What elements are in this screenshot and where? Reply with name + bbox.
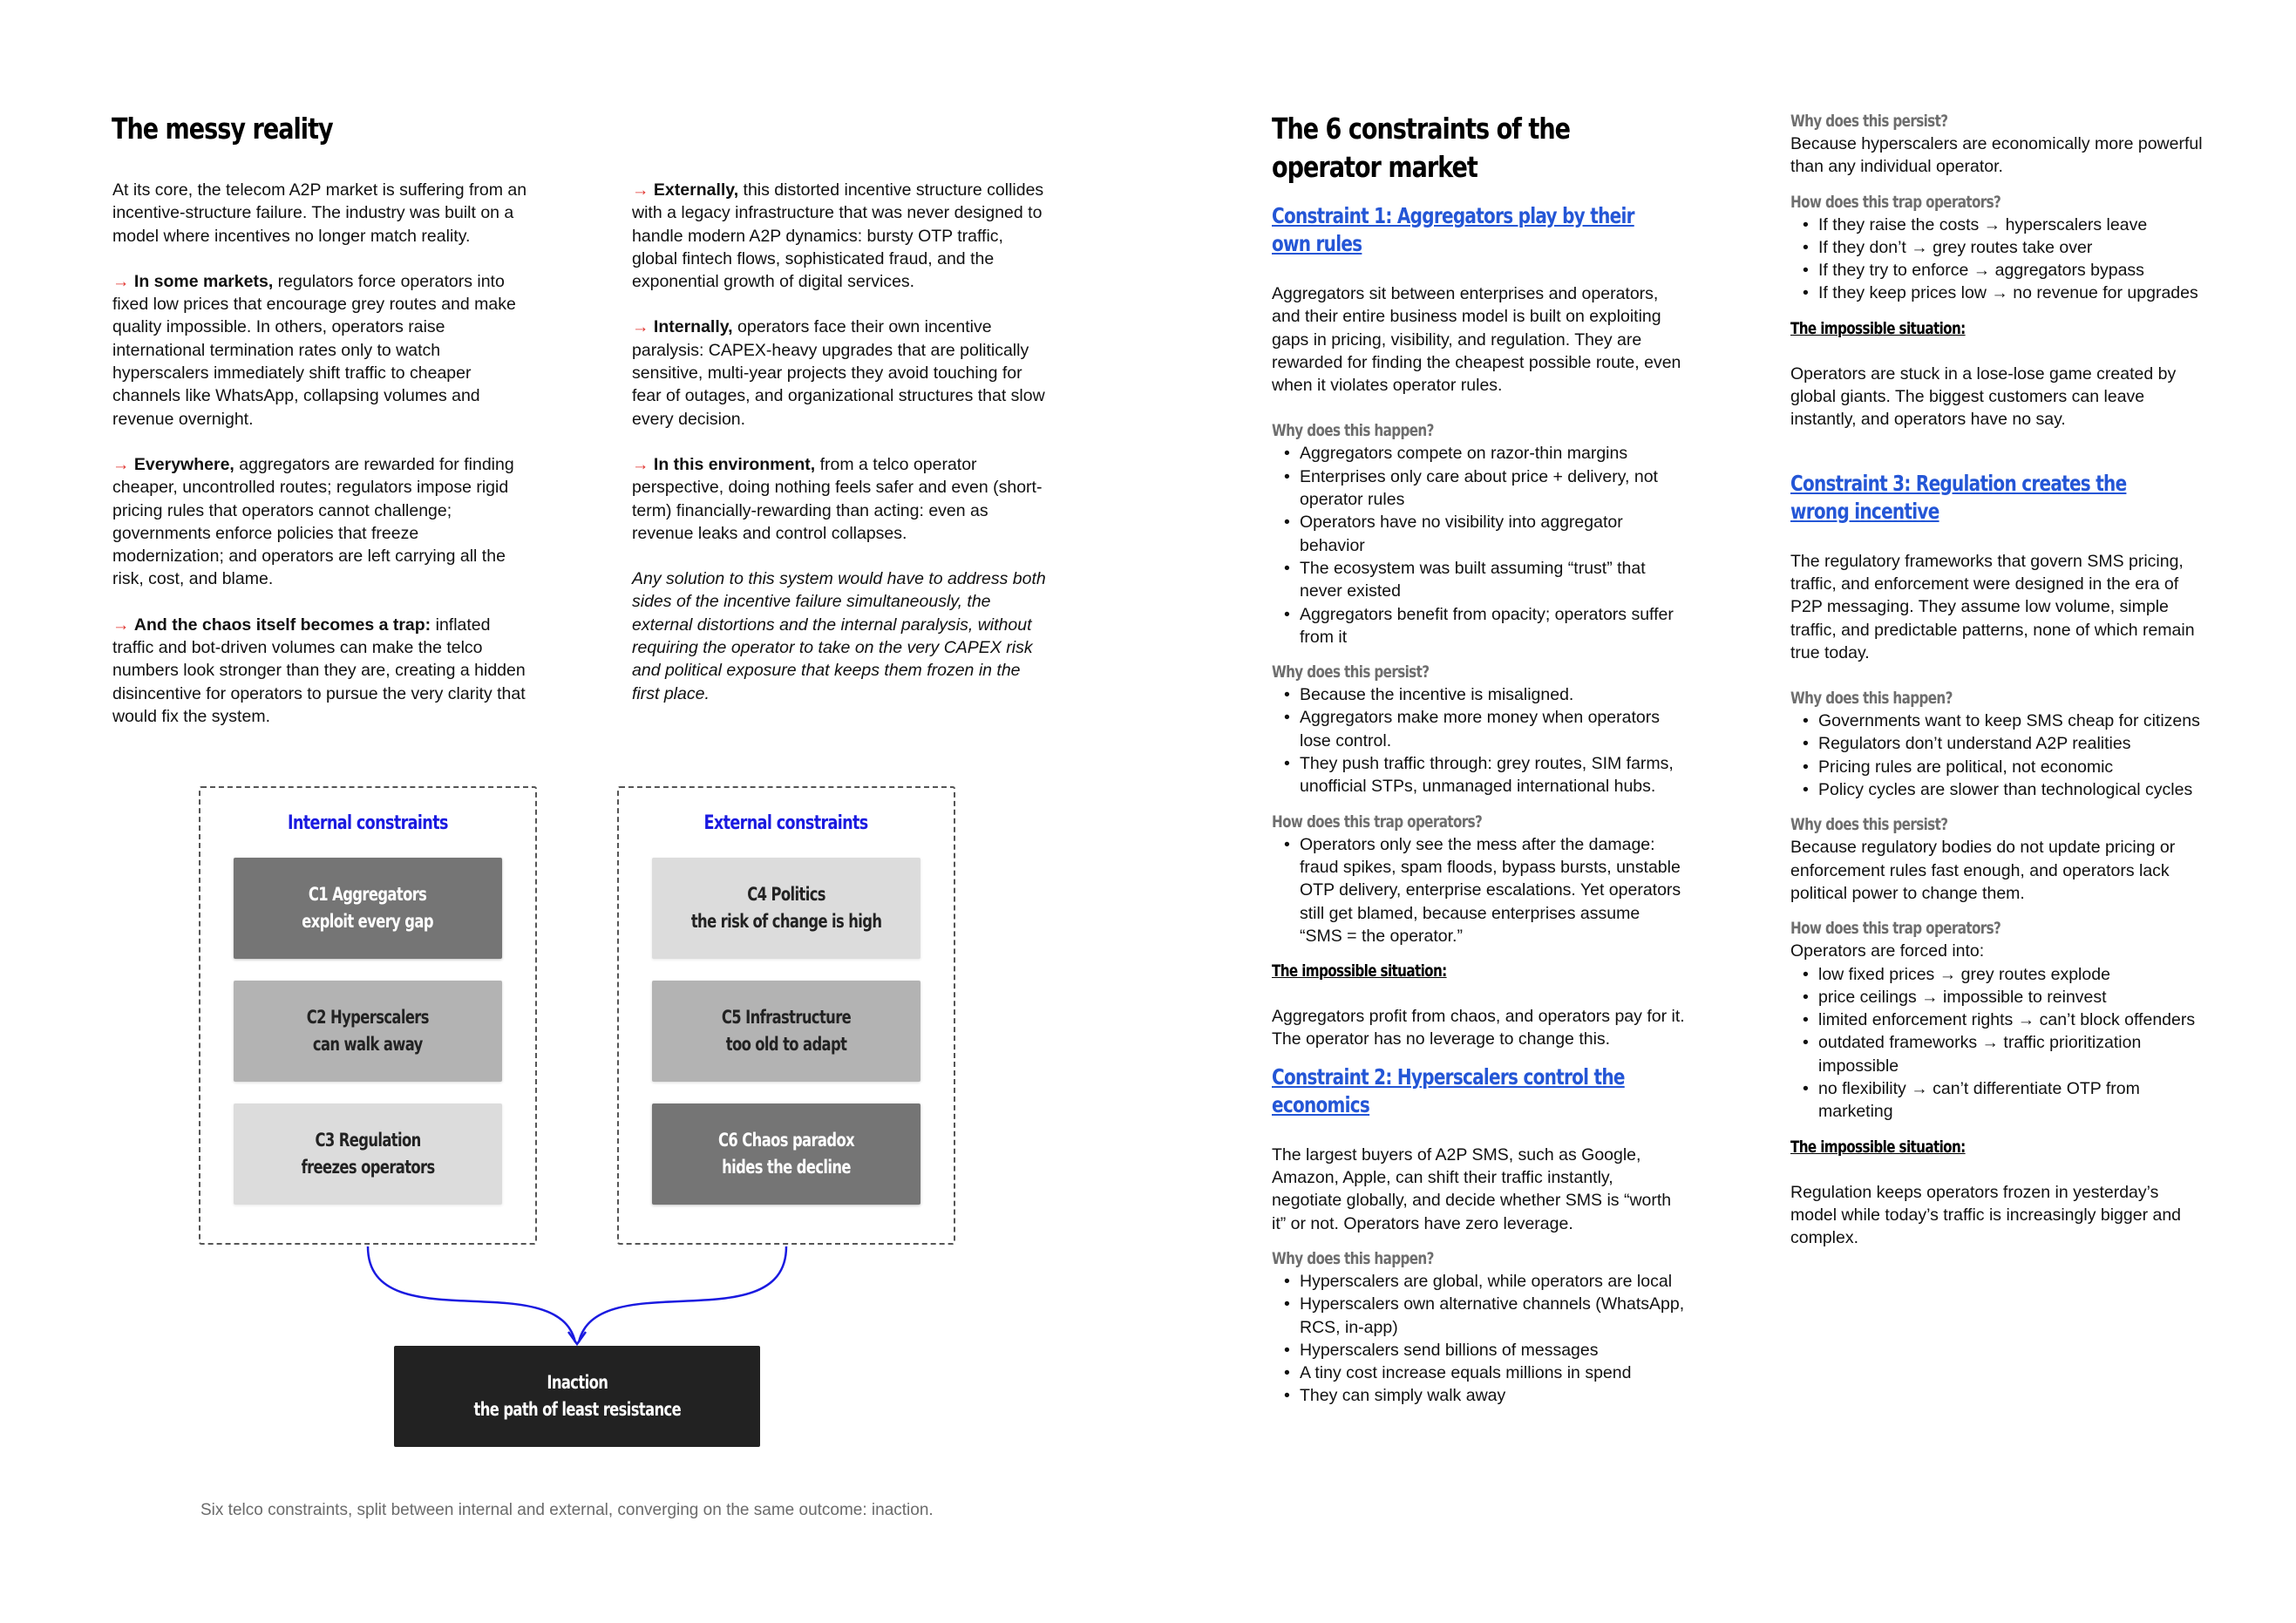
list-item: • limited enforcement rights → can’t block offenders: [1803, 1008, 2205, 1031]
c2-impossible-text: Operators are stuck in a lose-lose game created by global giants. The biggest customers can leave instantly, and operators have no say.: [1790, 363, 2177, 430]
list-item: • Hyperscalers are global, while operators are local: [1284, 1270, 1687, 1293]
paragraph-lead: And the chaos itself becomes a trap:: [133, 615, 431, 635]
c3-why-persist-heading: Why does this persist?: [1790, 815, 1948, 835]
internal-constraints-title: Internal constraints: [288, 812, 448, 834]
list-item: • Enterprises only care about price + delivery, not operator rules: [1284, 465, 1687, 512]
c3-happen-list: [1790, 710, 2205, 801]
c1-impossible-heading: The impossible situation:: [1272, 961, 1447, 981]
paragraph-lead: Everywhere,: [133, 454, 234, 474]
c3-persist-text: Because regulatory bodies do not update pricing or enforcement rules fast enough, and operators lack political power to change them.: [1790, 838, 2176, 903]
arrow-icon: →: [112, 615, 130, 635]
list-item: • Aggregators make more money when operators lose control.: [1284, 706, 1687, 752]
constraint-2-link[interactable]: Constraint 2: Hyperscalers control the economics: [1272, 1063, 1625, 1117]
constraint-c4: C4 Politics the risk of change is high: [652, 858, 920, 959]
list-item: • The ecosystem was built assuming “trust” that never existed: [1284, 557, 1687, 603]
c1-how-trap-heading: How does this trap operators?: [1272, 812, 1483, 832]
list-item: • Aggregators benefit from opacity; operators suffer from it: [1284, 603, 1687, 649]
right-page-title: The 6 constraints of the operator market: [1272, 112, 1571, 184]
external-constraints-title: External constraints: [703, 812, 869, 834]
list-item: • price ceilings → impossible to reinvest: [1803, 986, 2205, 1008]
c2-why-persist-heading: Why does this persist?: [1790, 112, 1948, 131]
constraint-c5: C5 Infrastructure too old to adapt: [652, 981, 920, 1082]
c3-impossible-heading: The impossible situation:: [1790, 1137, 1966, 1157]
paragraph-body: aggregators are rewarded for finding cheaper, uncontrolled routes; regulators impose rigid pricing rules that operators cannot challenge; governments enforce policies that freeze modernization; and operators are left carrying all the risk, cost, and blame.: [112, 454, 514, 589]
list-item: • low fixed prices → grey routes explode: [1803, 963, 2205, 986]
figure-caption: Six telco constraints, split between internal and external, converging on the same outcome: inaction.: [200, 1501, 934, 1519]
paragraph-body: from a telco operator perspective, doing nothing feels safer and even (short-term) financially-rewarding than acting: even as revenue leaks and control collapses.: [632, 454, 1043, 543]
arrowhead: [568, 1332, 586, 1344]
constraint-c2: C2 Hyperscalers can walk away: [234, 981, 502, 1082]
c1-persist-list: [1272, 683, 1687, 798]
list-item: • If they raise the costs → hyperscalers leave: [1803, 214, 2205, 236]
c3-trap-list: [1790, 963, 2205, 1124]
arrow-icon: →: [632, 317, 649, 337]
list-item: • Pricing rules are political, not economic: [1803, 756, 2205, 778]
c2-why-happen-heading: Why does this happen?: [1272, 1248, 1434, 1268]
c3-how-trap-heading: How does this trap operators?: [1790, 919, 2001, 939]
c3-impossible-text: Regulation keeps operators frozen in yesterday’s model while today’s traffic is increasingly bigger and complex.: [1790, 1182, 2182, 1248]
paragraph-lead: Internally,: [653, 317, 733, 337]
left-page-title: The messy reality: [112, 112, 333, 146]
c2-impossible-heading: The impossible situation:: [1790, 318, 1966, 338]
intro-paragraph: At its core, the telecom A2P market is suffering from an incentive-structure failure. The industry was built on a model where incentives no longer match reality.: [112, 180, 527, 246]
list-item: • no flexibility → can’t differentiate OTP from marketing: [1803, 1077, 2205, 1124]
list-item: • If they try to enforce → aggregators bypass: [1803, 259, 2205, 282]
outcome-subtitle: the path of least resistance: [473, 1399, 681, 1420]
list-item: • They can simply walk away: [1284, 1384, 1687, 1407]
constraint-2-intro: The largest buyers of A2P SMS, such as Google, Amazon, Apple, can shift their traffic instantly, negotiate globally, and decide whether SMS is “worth it” or not. Operators have zero leverage.: [1272, 1144, 1672, 1233]
list-item: • Governments want to keep SMS cheap for citizens: [1803, 710, 2205, 732]
arrow-icon: →: [112, 271, 130, 291]
list-item: • Operators have no visibility into aggregator behavior: [1284, 511, 1687, 557]
inaction-outcome: [394, 1346, 760, 1447]
list-item: • A tiny cost increase equals millions in spend: [1284, 1362, 1687, 1384]
list-item: • If they keep prices low → no revenue for upgrades: [1803, 282, 2205, 304]
constraint-c6: C6 Chaos paradox hides the decline: [652, 1104, 920, 1205]
paragraph-body: inflated traffic and bot-driven volumes can make the telco numbers look stronger than they are, creating a hidden disincentive for operators to pursue the very clarity that would fix the system.: [112, 615, 526, 726]
c2-how-trap-heading: How does this trap operators?: [1790, 192, 2001, 212]
arrow-icon: →: [632, 180, 649, 200]
c1-trap-list: [1272, 833, 1687, 947]
list-item: • Regulators don’t understand A2P realities: [1803, 732, 2205, 755]
list-item: • Aggregators compete on razor-thin margins: [1284, 442, 1687, 465]
list-item: • Hyperscalers own alternative channels (WhatsApp, RCS, in-app): [1284, 1293, 1687, 1339]
c2-persist-text: Because hyperscalers are economically more powerful than any individual operator.: [1790, 134, 2203, 177]
paragraph-lead: Externally,: [653, 180, 739, 200]
list-item: • If they don’t → grey routes take over: [1803, 236, 2205, 259]
paragraph-body: regulators force operators into fixed low prices that encourage grey routes and make quality impossible. In others, operators raise international termination rates only to watch hyperscalers immediately shift traffic to cheaper channels like WhatsApp, collapsing volumes and revenue overnight.: [112, 271, 516, 429]
constraint-3-link[interactable]: Constraint 3: Regulation creates the wrong incentive: [1790, 470, 2127, 524]
outcome-title: Inaction: [547, 1372, 608, 1393]
arrow-icon: →: [632, 454, 649, 474]
constraint-1-link[interactable]: Constraint 1: Aggregators play by their own rules: [1272, 203, 1634, 256]
list-item: • Because the incentive is misaligned.: [1284, 683, 1687, 706]
list-item: • Policy cycles are slower than technological cycles: [1803, 778, 2205, 801]
paragraph-lead: In this environment,: [653, 454, 816, 474]
arrow-icon: →: [112, 454, 130, 474]
paragraph-lead: In some markets,: [133, 271, 274, 291]
c1-why-happen-heading: Why does this happen?: [1272, 421, 1434, 441]
c1-happen-list: [1272, 442, 1687, 649]
paragraph-body: this distorted incentive structure collides with a legacy infrastructure that was never designed to handle modern A2P dynamics: bursty OTP traffic, global fintech flows, sophisticated fraud, and the exponential growth of digital services.: [632, 180, 1044, 292]
c1-impossible-text: Aggregators profit from chaos, and operators pay for it. The operator has no leverage to change this.: [1272, 1007, 1685, 1049]
c2-happen-list: [1272, 1270, 1687, 1408]
constraint-3-intro: The regulatory frameworks that govern SMS pricing, traffic, and enforcement were designed in the era of P2P messaging. They assume low volume, simple traffic, and predictable patterns, none of which remain true today.: [1790, 551, 2195, 662]
paragraph-body: operators face their own incentive paralysis: CAPEX-heavy upgrades that are politically sensitive, multi-year projects they avoid touching for fear of outages, and organizational structures that slow every decision.: [632, 317, 1045, 429]
list-item: • Hyperscalers send billions of messages: [1284, 1339, 1687, 1362]
list-item: • outdated frameworks → traffic prioritization impossible: [1803, 1031, 2205, 1077]
list-item: • They push traffic through: grey routes, SIM farms, unofficial STPs, unmanaged international hubs.: [1284, 752, 1687, 798]
c2-trap-list: [1790, 214, 2205, 305]
constraint-c3: C3 Regulation freezes operators: [234, 1104, 502, 1205]
c3-trap-lead: Operators are forced into:: [1790, 941, 1985, 961]
c1-why-persist-heading: Why does this persist?: [1272, 662, 1430, 682]
conclusion-italic: Any solution to this system would have to address both sides of the incentive failure simultaneously, the external distortions and the internal paralysis, without requiring the operator to take on the very CAPEX risk and political exposure that keeps them frozen in the first place.: [632, 569, 1046, 703]
right-column-2: [1790, 110, 2205, 1250]
right-column-1: [1272, 110, 1687, 1408]
list-item: • Operators only see the mess after the damage: fraud spikes, spam floods, bypass bursts, unstable OTP delivery, enterprise escalations. Yet operators still get blamed, because enterprises assume “SMS = the operator.”: [1284, 833, 1687, 947]
constraint-1-intro: Aggregators sit between enterprises and operators, and their entire business model is built on exploiting gaps in pricing, visibility, and regulation. They are rewarded for finding the cheapest possible route, even when it violates operator rules.: [1272, 284, 1681, 396]
c3-why-happen-heading: Why does this happen?: [1790, 689, 1953, 709]
constraint-c1: C1 Aggregators exploit every gap: [234, 858, 502, 959]
arrow-from-external: [579, 1246, 786, 1342]
arrow-from-internal: [368, 1246, 575, 1342]
